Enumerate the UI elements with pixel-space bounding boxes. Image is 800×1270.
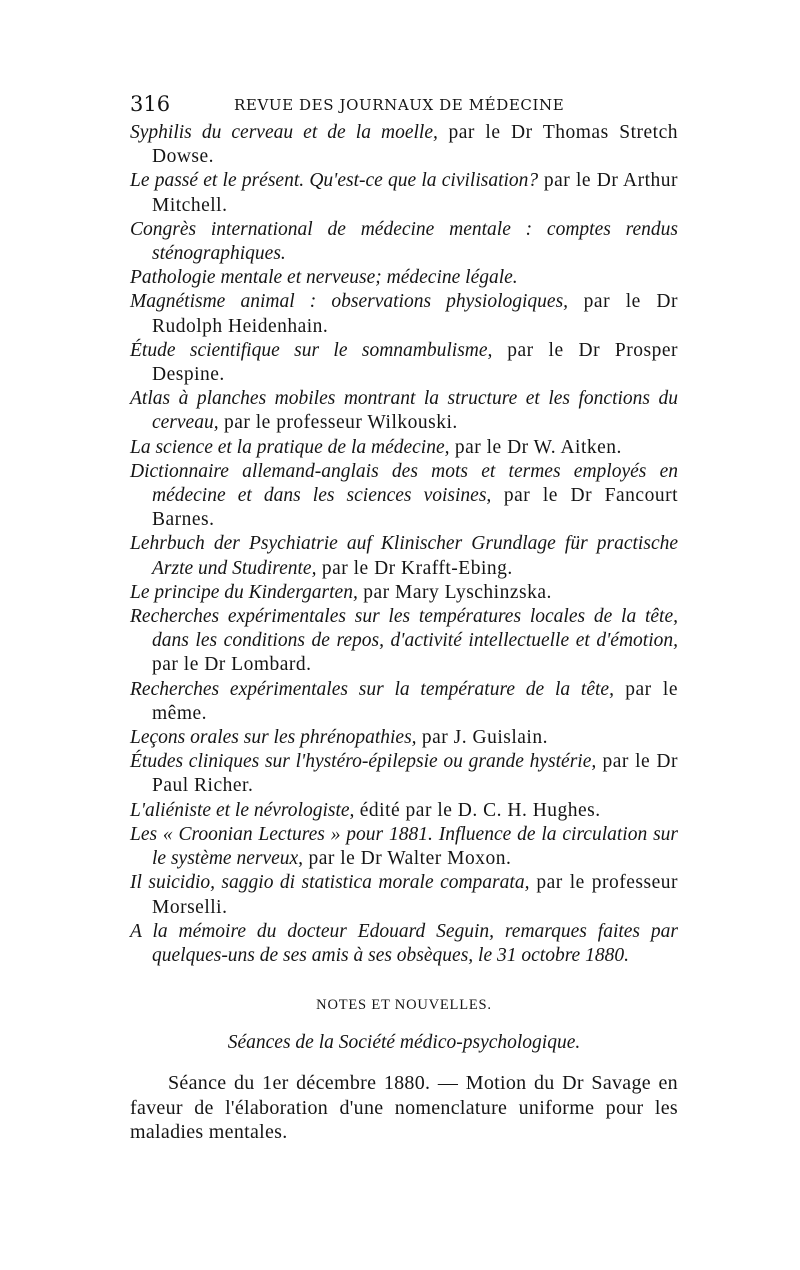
entry-author: par le Dr Lombard. bbox=[152, 654, 312, 676]
entry-title: Il suicidio, saggio di statistica morale comparata, bbox=[130, 872, 530, 894]
bibliography-entry bbox=[130, 266, 678, 290]
entry-title: Dictionnaire allemand-anglais des mots et termes employés en médecine et dans les sciences voisines, bbox=[130, 460, 678, 507]
entry-title: Recherches expérimentales sur la température de la tête, bbox=[130, 678, 614, 700]
entry-author: par le même. bbox=[152, 678, 678, 724]
bibliography-entry bbox=[130, 920, 678, 968]
bibliography-entry bbox=[130, 460, 678, 533]
entry-author: édité par le D. C. H. Hughes. bbox=[354, 799, 601, 821]
bibliography-list bbox=[130, 121, 678, 968]
bibliography-entry bbox=[130, 799, 678, 823]
entry-author: par le Dr Thomas Stretch Dowse. bbox=[152, 122, 678, 168]
entry-author: par le Dr Krafft-Ebing. bbox=[316, 557, 513, 579]
entry-title: A la mémoire du docteur Edouard Seguin, remarques faites par quelques-uns de ses amis à ses obsèques, le 31 octobre 1880. bbox=[130, 920, 678, 966]
entry-title: Congrès international de médecine mentale : comptes rendus sténographiques. bbox=[130, 218, 678, 265]
entry-title: Les « Croonian Lectures » pour 1881. Influence de la circulation sur le système nerveux, bbox=[130, 823, 678, 870]
entry-title: La science et la pratique de la médecine, bbox=[130, 436, 450, 458]
bibliography-entry bbox=[130, 121, 678, 169]
entry-title: Le principe du Kindergarten, bbox=[130, 581, 358, 603]
bibliography-entry bbox=[130, 436, 678, 460]
running-title: REVUE DES JOURNAUX DE MÉDECINE bbox=[234, 96, 565, 114]
bibliography-entry bbox=[130, 290, 678, 338]
entry-author: par J. Guislain. bbox=[416, 727, 548, 749]
entry-title: L'aliéniste et le névrologiste, bbox=[130, 799, 355, 821]
entry-title: Magnétisme animal : observations physiologiques, bbox=[130, 291, 569, 313]
bibliography-entry bbox=[130, 387, 678, 435]
entry-title: Études cliniques sur l'hystéro-épilepsie ou grande hystérie, bbox=[130, 751, 597, 773]
bibliography-entry bbox=[130, 339, 678, 387]
entry-author: par le Dr Prosper Despine. bbox=[152, 339, 679, 386]
bibliography-entry bbox=[130, 581, 678, 605]
entry-author: par le professeur Morselli. bbox=[152, 872, 678, 918]
bibliography-entry bbox=[130, 169, 678, 217]
page-number: 316 bbox=[130, 92, 171, 116]
bibliography-entry bbox=[130, 871, 678, 919]
entry-title: Lehrbuch der Psychiatrie auf Klinischer Grundlage für practische Arzte und Studirente, bbox=[130, 533, 678, 579]
entry-author: par le Dr Paul Richer. bbox=[152, 751, 678, 797]
entry-author: par le Dr Rudolph Heidenhain. bbox=[152, 291, 678, 337]
section-title: NOTES ET NOUVELLES. bbox=[316, 997, 492, 1013]
entry-title: Le passé et le présent. Qu'est-ce que la civilisation? bbox=[130, 170, 539, 192]
section-subtitle: Séances de la Société médico-psychologique. bbox=[227, 1032, 581, 1053]
entry-author: par le professeur Wilkouski. bbox=[218, 412, 458, 434]
entry-author: par Mary Lyschinzska. bbox=[357, 581, 552, 603]
entry-title: Étude scientifique sur le somnambulisme, bbox=[130, 339, 493, 361]
page-header bbox=[130, 92, 678, 122]
bibliography-entry bbox=[130, 678, 678, 726]
bibliography-entry bbox=[130, 605, 678, 678]
bibliography-entry bbox=[130, 726, 678, 750]
entry-title: Leçons orales sur les phrénopathies, bbox=[130, 727, 417, 749]
entry-author: par le Dr Walter Moxon. bbox=[303, 848, 512, 870]
bibliography-entry bbox=[130, 218, 678, 266]
body-paragraph: Séance du 1er décembre 1880. — Motion du Dr Savage en faveur de l'élaboration d'une nomenclature uniforme pour les maladies mentales. bbox=[130, 1072, 678, 1143]
entry-author: par le Dr Arthur Mitchell. bbox=[152, 170, 678, 216]
bibliography-entry bbox=[130, 532, 678, 580]
entry-title: Atlas à planches mobiles montrant la structure et les fonctions du cerveau, bbox=[130, 388, 678, 434]
entry-title: Recherches expérimentales sur les températures locales de la tête, dans les conditions de repos, d'activité intellectuelle et d'émotion, bbox=[130, 606, 678, 652]
bibliography-entry bbox=[130, 823, 678, 871]
entry-title: Syphilis du cerveau et de la moelle, bbox=[130, 122, 438, 143]
entry-author: par le Dr W. Aitken. bbox=[449, 436, 622, 458]
bibliography-entry bbox=[130, 750, 678, 798]
entry-title: Pathologie mentale et nerveuse; médecine légale. bbox=[130, 267, 518, 289]
entry-author: par le Dr Fancourt Barnes. bbox=[152, 485, 678, 531]
